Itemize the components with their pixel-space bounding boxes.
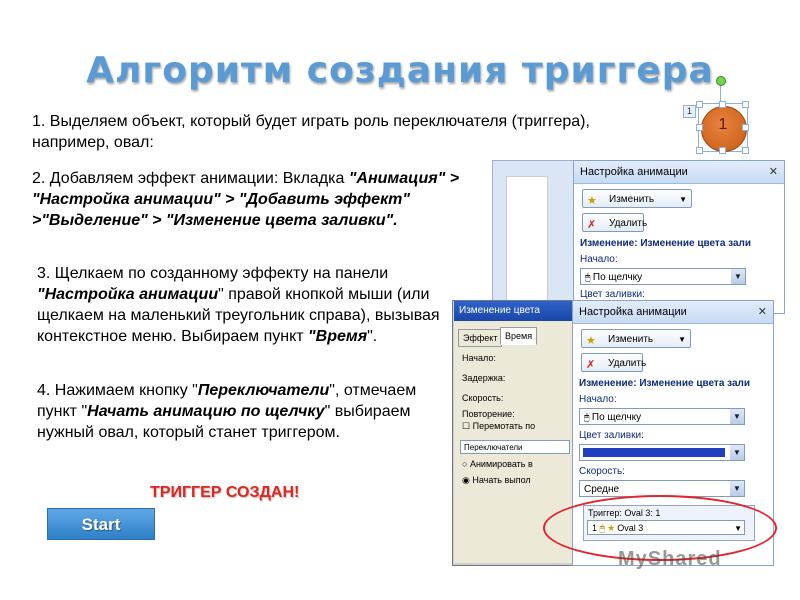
- trigger-created-label: ТРИГГЕР СОЗДАН!: [150, 484, 300, 501]
- oval-number: 1: [718, 116, 728, 133]
- step-3-emph: "Настройка анимации: [37, 286, 219, 303]
- delete-button[interactable]: [582, 213, 648, 232]
- change-label: Изменить: [608, 334, 654, 345]
- star-icon: ★: [607, 523, 615, 533]
- chevron-down-icon[interactable]: ▼: [730, 445, 744, 460]
- rotation-handle-icon[interactable]: [716, 76, 726, 86]
- delete-label: Удалить: [609, 218, 648, 229]
- step-4-part: 4. Нажимаем кнопку ": [37, 382, 198, 399]
- start-label: Начало:: [579, 394, 617, 405]
- step-2-text: [32, 168, 482, 231]
- start-value: По щелчку: [591, 412, 642, 423]
- option-start-label: Начать выпол: [472, 475, 531, 485]
- fill-color-label: Цвет заливки:: [580, 289, 645, 300]
- panel-title-bar: [574, 161, 784, 184]
- mouse-icon: 🖱: [585, 272, 593, 282]
- step-2-plain: 2. Добавляем эффект анимации: Вкладка: [32, 170, 349, 187]
- radio-selected-icon: ◉: [462, 475, 470, 485]
- resize-handle[interactable]: [696, 124, 703, 131]
- chevron-down-icon: ▼: [679, 195, 687, 204]
- close-icon[interactable]: ✕: [757, 306, 767, 318]
- mouse-icon: 🖱: [599, 523, 605, 533]
- delete-icon: ✗: [586, 359, 596, 371]
- step-3-part: " правой кнопкой мыши (или щелкаем на маленький треугольник справа), вызывая контекстное меню. Выбираем пункт: [37, 286, 440, 345]
- step-4-part: " выбираем нужный овал, который станет триггером.: [37, 403, 411, 441]
- step-3-emph: "Время: [308, 328, 368, 345]
- option-start-radio[interactable]: [462, 475, 531, 486]
- close-icon[interactable]: ✕: [768, 166, 778, 178]
- effect-heading: Изменение: Изменение цвета зали: [580, 238, 752, 249]
- fill-color-select[interactable]: [579, 444, 745, 461]
- resize-handle[interactable]: [742, 101, 749, 108]
- start-value: По щелчку: [592, 272, 643, 283]
- animation-tag: 1: [683, 105, 696, 118]
- start-select[interactable]: [579, 408, 745, 425]
- speed-value: Средне: [584, 484, 620, 495]
- custom-animation-panel-back: [573, 160, 785, 314]
- resize-handle[interactable]: [742, 147, 749, 154]
- chevron-down-icon[interactable]: ▼: [730, 409, 744, 424]
- resize-handle[interactable]: [742, 124, 749, 131]
- step-4-emph: Переключатели: [197, 382, 330, 399]
- effect-dialog-title: Изменение цвета: [454, 301, 574, 321]
- chevron-down-icon[interactable]: ▼: [730, 481, 744, 496]
- start-select[interactable]: [580, 268, 746, 285]
- rewind-label: Перемотать по: [472, 421, 536, 431]
- trigger-item-number: 1: [592, 523, 598, 533]
- option-animate-radio[interactable]: [462, 459, 533, 469]
- step-4-text: [37, 380, 437, 443]
- resize-handle[interactable]: [696, 147, 703, 154]
- speed-label: Скорость:: [462, 393, 504, 403]
- start-button[interactable]: Start: [47, 508, 155, 540]
- chevron-down-icon: ▼: [678, 335, 686, 344]
- panel-title: Настройка анимации: [579, 306, 687, 318]
- step-3-text: [37, 263, 457, 347]
- change-label: Изменить: [609, 194, 655, 205]
- page-title: Алгоритм создания триггера: [86, 50, 714, 91]
- slide-page: [506, 176, 548, 306]
- fill-color-label: Цвет заливки:: [579, 430, 644, 441]
- tab-effect[interactable]: Эффект: [458, 329, 502, 347]
- tab-time[interactable]: Время: [500, 327, 537, 345]
- chevron-down-icon[interactable]: ▼: [731, 269, 745, 284]
- step-2-bold: "Анимация" > "Настройка анимации" > "Добавить эффект" >"Выделение" > "Изменение цвета заливки".: [32, 170, 460, 229]
- panel-title-bar: [573, 301, 773, 324]
- fill-color-swatch: [583, 448, 725, 457]
- start-label: Начало:: [580, 254, 618, 265]
- change-button[interactable]: [582, 189, 692, 208]
- trigger-label: Триггер: Oval 3: 1: [588, 508, 661, 518]
- radio-icon: ○: [462, 459, 468, 469]
- step-3-part: ".: [367, 328, 378, 345]
- panel-title: Настройка анимации: [580, 166, 688, 178]
- start-label: Начало:: [462, 353, 496, 363]
- step-1-text: 1. Выделяем объект, который будет играть роль переключателя (триггера), например, овал:: [32, 113, 590, 151]
- watermark: MyShared: [618, 548, 722, 570]
- effect-heading: Изменение: Изменение цвета зали: [579, 378, 751, 389]
- change-button[interactable]: [581, 329, 691, 348]
- delay-label: Задержка:: [462, 373, 506, 383]
- step-4-part: ", отмечаем пункт ": [37, 382, 417, 420]
- mouse-icon: 🖱: [584, 412, 592, 422]
- rewind-checkbox[interactable]: [462, 421, 535, 432]
- resize-handle[interactable]: [719, 147, 726, 154]
- star-icon: ★: [587, 195, 597, 207]
- delete-button[interactable]: [581, 353, 647, 372]
- trigger-item-name: Oval 3: [617, 523, 644, 533]
- triggers-button[interactable]: Переключатели: [460, 440, 570, 454]
- chevron-down-icon[interactable]: ▼: [734, 524, 742, 533]
- checkbox-icon: ☐: [462, 421, 471, 431]
- step-3-part: 3. Щелкаем по созданному эффекту на панели: [37, 265, 389, 282]
- resize-handle[interactable]: [719, 101, 726, 108]
- star-icon: ★: [586, 335, 596, 347]
- step-4-emph: Начать анимацию по щелчку: [87, 403, 325, 420]
- speed-label: Скорость:: [579, 466, 625, 477]
- delete-label: Удалить: [608, 358, 647, 369]
- repeat-label: Повторение:: [462, 409, 515, 419]
- delete-icon: ✗: [587, 219, 597, 231]
- resize-handle[interactable]: [696, 101, 703, 108]
- option-animate-label: Анимировать в: [469, 459, 533, 469]
